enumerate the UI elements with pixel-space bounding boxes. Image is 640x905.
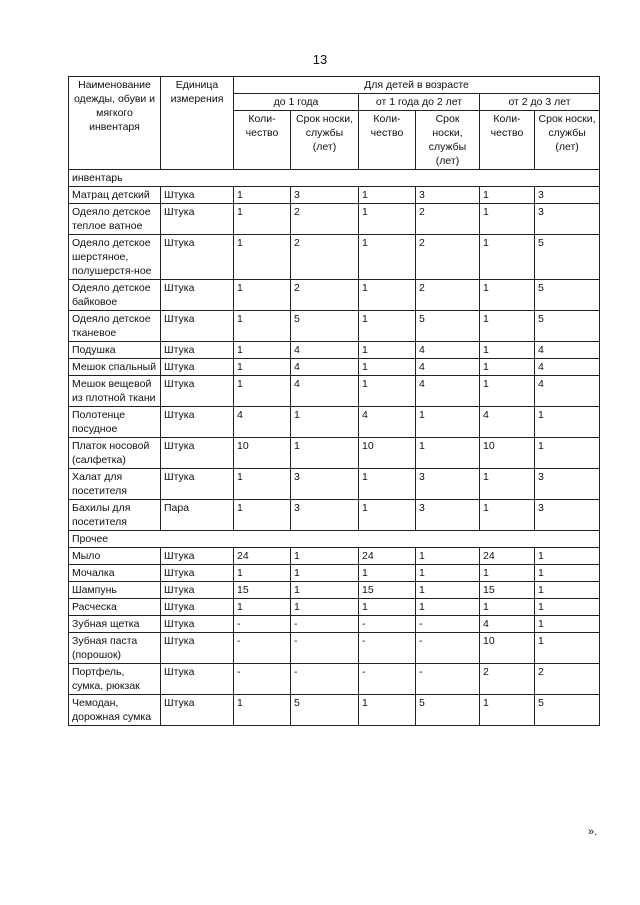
cell-term: - bbox=[416, 633, 480, 664]
cell-quantity: 1 bbox=[234, 565, 291, 582]
cell-quantity: 1 bbox=[359, 311, 416, 342]
table-row bbox=[69, 548, 600, 565]
table-row bbox=[69, 280, 600, 311]
cell-quantity: 1 bbox=[234, 695, 291, 726]
item-unit: Штука bbox=[161, 599, 234, 616]
item-unit: Штука bbox=[161, 469, 234, 500]
item-name: Зубная щетка bbox=[69, 616, 161, 633]
table-row bbox=[69, 469, 600, 500]
cell-term: 2 bbox=[416, 235, 480, 280]
item-name: Матрац детский bbox=[69, 187, 161, 204]
header-qty: Коли-чество bbox=[480, 111, 535, 170]
cell-term: 2 bbox=[291, 204, 359, 235]
cell-quantity: 1 bbox=[234, 311, 291, 342]
cell-quantity: 1 bbox=[234, 235, 291, 280]
item-unit: Пара bbox=[161, 500, 234, 531]
cell-term: 3 bbox=[291, 469, 359, 500]
cell-quantity: 1 bbox=[480, 599, 535, 616]
cell-quantity: 15 bbox=[480, 582, 535, 599]
cell-quantity: 1 bbox=[234, 280, 291, 311]
section-title: инвентарь bbox=[69, 170, 600, 187]
item-name: Зубная паста (порошок) bbox=[69, 633, 161, 664]
table-row bbox=[69, 376, 600, 407]
table-row bbox=[69, 407, 600, 438]
cell-term: - bbox=[416, 616, 480, 633]
cell-term: 5 bbox=[291, 311, 359, 342]
table-row bbox=[69, 664, 600, 695]
item-unit: Штука bbox=[161, 204, 234, 235]
cell-term: 4 bbox=[291, 376, 359, 407]
header-qty: Коли-чество bbox=[359, 111, 416, 170]
cell-quantity: 4 bbox=[234, 407, 291, 438]
item-unit: Штука bbox=[161, 311, 234, 342]
cell-term: 1 bbox=[535, 616, 600, 633]
cell-quantity: 1 bbox=[359, 376, 416, 407]
cell-term: - bbox=[291, 616, 359, 633]
cell-term: 4 bbox=[291, 359, 359, 376]
cell-term: 1 bbox=[535, 633, 600, 664]
item-name: Одеяло детское байковое bbox=[69, 280, 161, 311]
header-age-2: от 1 года до 2 лет bbox=[359, 94, 480, 111]
item-unit: Штука bbox=[161, 616, 234, 633]
item-unit: Штука bbox=[161, 548, 234, 565]
cell-quantity: 15 bbox=[359, 582, 416, 599]
section-row bbox=[69, 170, 600, 187]
item-unit: Штука bbox=[161, 342, 234, 359]
cell-quantity: 24 bbox=[234, 548, 291, 565]
cell-term: 1 bbox=[291, 548, 359, 565]
cell-quantity: 1 bbox=[480, 342, 535, 359]
cell-quantity: 1 bbox=[480, 695, 535, 726]
header-age-3: от 2 до 3 лет bbox=[480, 94, 600, 111]
table-row bbox=[69, 500, 600, 531]
table-row bbox=[69, 235, 600, 280]
cell-quantity: 10 bbox=[480, 633, 535, 664]
item-name: Одеяло детское теплое ватное bbox=[69, 204, 161, 235]
cell-quantity: 1 bbox=[234, 469, 291, 500]
cell-quantity: 1 bbox=[480, 359, 535, 376]
item-name: Одеяло детское тканевое bbox=[69, 311, 161, 342]
section-title: Прочее bbox=[69, 531, 600, 548]
cell-term: - bbox=[416, 664, 480, 695]
item-name: Шампунь bbox=[69, 582, 161, 599]
cell-term: 1 bbox=[535, 599, 600, 616]
cell-term: 5 bbox=[291, 695, 359, 726]
cell-term: 3 bbox=[535, 500, 600, 531]
item-name: Халат для посетителя bbox=[69, 469, 161, 500]
cell-quantity: - bbox=[234, 616, 291, 633]
cell-quantity: 1 bbox=[234, 599, 291, 616]
cell-term: 4 bbox=[416, 342, 480, 359]
cell-quantity: - bbox=[359, 616, 416, 633]
item-unit: Штука bbox=[161, 695, 234, 726]
item-name: Мыло bbox=[69, 548, 161, 565]
item-unit: Штука bbox=[161, 438, 234, 469]
cell-term: 4 bbox=[416, 359, 480, 376]
closing-quote: ». bbox=[588, 826, 598, 838]
cell-term: 5 bbox=[535, 695, 600, 726]
table-row bbox=[69, 311, 600, 342]
cell-quantity: 1 bbox=[359, 599, 416, 616]
cell-term: 1 bbox=[416, 438, 480, 469]
cell-quantity: 1 bbox=[359, 204, 416, 235]
cell-term: 1 bbox=[416, 582, 480, 599]
cell-term: 2 bbox=[535, 664, 600, 695]
header-term: Срок носки, службы (лет) bbox=[291, 111, 359, 170]
item-unit: Штука bbox=[161, 235, 234, 280]
header-qty: Коли-чество bbox=[234, 111, 291, 170]
header-age-1: до 1 года bbox=[234, 94, 359, 111]
cell-term: 3 bbox=[416, 500, 480, 531]
cell-quantity: 1 bbox=[359, 235, 416, 280]
cell-quantity: 4 bbox=[480, 616, 535, 633]
cell-quantity: 15 bbox=[234, 582, 291, 599]
cell-quantity: 1 bbox=[359, 342, 416, 359]
inventory-table bbox=[68, 76, 600, 726]
cell-term: 1 bbox=[416, 548, 480, 565]
cell-term: 3 bbox=[291, 500, 359, 531]
cell-term: 1 bbox=[291, 599, 359, 616]
cell-term: 1 bbox=[416, 407, 480, 438]
item-name: Одеяло детское шерстяное, полушерстя-ное bbox=[69, 235, 161, 280]
cell-quantity: 1 bbox=[359, 359, 416, 376]
cell-term: 3 bbox=[535, 204, 600, 235]
cell-quantity: 1 bbox=[359, 695, 416, 726]
cell-term: 2 bbox=[291, 235, 359, 280]
cell-term: 1 bbox=[416, 565, 480, 582]
cell-quantity: - bbox=[359, 633, 416, 664]
page-number: 13 bbox=[312, 52, 328, 67]
cell-quantity: 1 bbox=[359, 500, 416, 531]
cell-term: 3 bbox=[291, 187, 359, 204]
cell-quantity: 10 bbox=[359, 438, 416, 469]
cell-term: 4 bbox=[416, 376, 480, 407]
cell-term: 1 bbox=[535, 407, 600, 438]
cell-quantity: 1 bbox=[234, 187, 291, 204]
cell-quantity: 1 bbox=[234, 342, 291, 359]
item-name: Мешок спальный bbox=[69, 359, 161, 376]
cell-quantity: 1 bbox=[480, 500, 535, 531]
table-row bbox=[69, 633, 600, 664]
item-unit: Штука bbox=[161, 582, 234, 599]
cell-quantity: 2 bbox=[480, 664, 535, 695]
table-row bbox=[69, 187, 600, 204]
cell-term: 1 bbox=[291, 582, 359, 599]
table-row bbox=[69, 616, 600, 633]
cell-term: 4 bbox=[535, 359, 600, 376]
cell-quantity: 1 bbox=[234, 500, 291, 531]
cell-term: 5 bbox=[416, 311, 480, 342]
item-unit: Штука bbox=[161, 565, 234, 582]
header-term: Срок носки, службы (лет) bbox=[535, 111, 600, 170]
cell-term: 4 bbox=[535, 376, 600, 407]
cell-term: 5 bbox=[535, 235, 600, 280]
cell-term: - bbox=[291, 664, 359, 695]
cell-term: 3 bbox=[535, 469, 600, 500]
item-unit: Штука bbox=[161, 187, 234, 204]
item-name: Чемодан, дорожная сумка bbox=[69, 695, 161, 726]
cell-quantity: 1 bbox=[480, 469, 535, 500]
cell-term: 3 bbox=[535, 187, 600, 204]
item-name: Подушка bbox=[69, 342, 161, 359]
cell-quantity: 1 bbox=[480, 376, 535, 407]
cell-quantity: - bbox=[234, 664, 291, 695]
cell-quantity: 24 bbox=[480, 548, 535, 565]
cell-term: 4 bbox=[535, 342, 600, 359]
item-name: Бахилы для посетителя bbox=[69, 500, 161, 531]
cell-quantity: 4 bbox=[480, 407, 535, 438]
cell-quantity: 1 bbox=[480, 235, 535, 280]
header-age-group: Для детей в возрасте bbox=[234, 77, 600, 94]
cell-term: 1 bbox=[291, 565, 359, 582]
item-unit: Штука bbox=[161, 376, 234, 407]
section-row bbox=[69, 531, 600, 548]
cell-quantity: 1 bbox=[480, 204, 535, 235]
item-name: Полотенце посудное bbox=[69, 407, 161, 438]
item-name: Мочалка bbox=[69, 565, 161, 582]
cell-quantity: 1 bbox=[359, 469, 416, 500]
table-row bbox=[69, 438, 600, 469]
cell-term: 4 bbox=[291, 342, 359, 359]
cell-term: 2 bbox=[416, 280, 480, 311]
item-unit: Штука bbox=[161, 633, 234, 664]
cell-quantity: 1 bbox=[234, 376, 291, 407]
item-unit: Штука bbox=[161, 664, 234, 695]
cell-quantity: 10 bbox=[234, 438, 291, 469]
header-term: Срок носки, службы (лет) bbox=[416, 111, 480, 170]
cell-term: - bbox=[291, 633, 359, 664]
item-unit: Штука bbox=[161, 407, 234, 438]
table-body bbox=[69, 170, 600, 726]
cell-quantity: 1 bbox=[359, 187, 416, 204]
header-name: Наименование одежды, обуви и мягкого инвентаря bbox=[69, 77, 161, 170]
cell-quantity: - bbox=[234, 633, 291, 664]
cell-term: 1 bbox=[535, 565, 600, 582]
cell-quantity: 4 bbox=[359, 407, 416, 438]
cell-term: 5 bbox=[535, 280, 600, 311]
table-row bbox=[69, 565, 600, 582]
cell-quantity: 1 bbox=[234, 204, 291, 235]
cell-term: 3 bbox=[416, 187, 480, 204]
table-row bbox=[69, 695, 600, 726]
header-unit: Единица измерения bbox=[161, 77, 234, 170]
cell-term: 1 bbox=[535, 438, 600, 469]
cell-term: 3 bbox=[416, 469, 480, 500]
table-row bbox=[69, 204, 600, 235]
cell-quantity: 1 bbox=[359, 565, 416, 582]
cell-term: 1 bbox=[291, 407, 359, 438]
cell-term: 2 bbox=[291, 280, 359, 311]
cell-quantity: 1 bbox=[480, 565, 535, 582]
cell-term: 5 bbox=[416, 695, 480, 726]
table-row bbox=[69, 599, 600, 616]
item-unit: Штука bbox=[161, 280, 234, 311]
table-row bbox=[69, 582, 600, 599]
cell-quantity: 1 bbox=[234, 359, 291, 376]
item-name: Мешок вещевой из плотной ткани bbox=[69, 376, 161, 407]
cell-term: 2 bbox=[416, 204, 480, 235]
item-name: Портфель, сумка, рюкзак bbox=[69, 664, 161, 695]
cell-term: 1 bbox=[291, 438, 359, 469]
table-row bbox=[69, 359, 600, 376]
cell-quantity: 1 bbox=[480, 311, 535, 342]
cell-quantity: 10 bbox=[480, 438, 535, 469]
cell-term: 1 bbox=[535, 582, 600, 599]
cell-term: 1 bbox=[416, 599, 480, 616]
item-unit: Штука bbox=[161, 359, 234, 376]
cell-quantity: 1 bbox=[480, 187, 535, 204]
cell-term: 1 bbox=[535, 548, 600, 565]
cell-quantity: 1 bbox=[480, 280, 535, 311]
cell-quantity: 24 bbox=[359, 548, 416, 565]
cell-term: 5 bbox=[535, 311, 600, 342]
item-name: Расческа bbox=[69, 599, 161, 616]
item-name: Платок носовой (салфетка) bbox=[69, 438, 161, 469]
cell-quantity: 1 bbox=[359, 280, 416, 311]
cell-quantity: - bbox=[359, 664, 416, 695]
table-row bbox=[69, 342, 600, 359]
